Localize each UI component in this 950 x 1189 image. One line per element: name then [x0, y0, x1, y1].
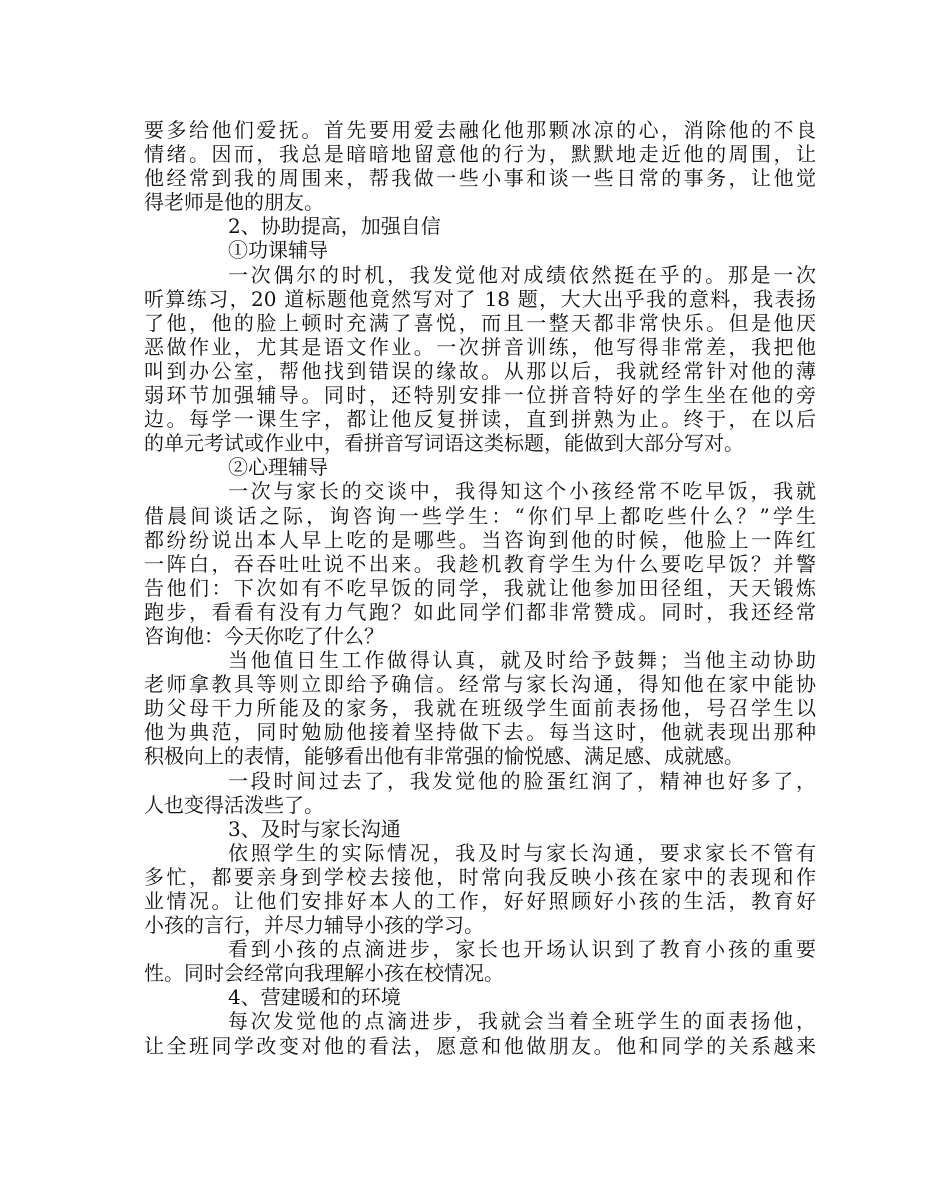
paragraph-line: 都纷纷说出本人早上吃的是哪些。当咨询到他的时候，他脸上一阵红: [144, 527, 816, 552]
paragraph-line: 弱环节加强辅导。同时，还特别安排一位拼音特好的学生坐在他的旁: [144, 383, 816, 408]
paragraph-line: 借晨间谈话之际，询咨询一些学生：“你们早上都吃些什么？”学生: [144, 503, 816, 528]
paragraph-line: 每次发觉他的点滴进步，我就会当着全班学生的面表扬他，: [228, 1009, 816, 1034]
paragraph-line: 依照学生的实际情况，我及时与家长沟通，要求家长不管有: [228, 840, 816, 865]
paragraph-line: 让全班同学改变对他的看法，愿意和他做朋友。他和同学的关系越来: [144, 1033, 816, 1058]
paragraph-line: 一阵白，吞吞吐吐说不出来。我趁机教育学生为什么要吃早饭？并警: [144, 551, 816, 576]
paragraph-line: 告他们：下次如有不吃早饭的同学，我就让他参加田径组，天天锻炼: [144, 575, 816, 600]
paragraph-line: 小孩的言行，并尽力辅导小孩的学习。: [144, 913, 484, 938]
section-heading: 2、协助提高，加强自信: [228, 214, 441, 239]
paragraph-line: 多忙，都要亲身到学校去接他，时常向我反映小孩在家中的表现和作: [144, 864, 816, 889]
paragraph-line: 人也变得活泼些了。: [144, 792, 324, 817]
paragraph-line: 当他值日生工作做得认真，就及时给予鼓舞；当他主动协助: [228, 648, 816, 673]
section-heading: ①功课辅导: [228, 238, 328, 263]
paragraph-line: 了他，他的脸上顿时充满了喜悦，而且一整天都非常快乐。但是他厌: [144, 310, 816, 335]
section-heading: 4、营建暖和的环境: [228, 985, 401, 1010]
paragraph-line: 老师拿教具等则立即给予确信。经常与家长沟通，得知他在家中能协: [144, 672, 816, 697]
paragraph-line: 性。同时会经常向我理解小孩在校情况。: [144, 961, 504, 986]
paragraph-line: 的单元考试或作业中，看拼音写词语这类标题，能做到大部分写对。: [144, 431, 744, 456]
paragraph-line: 一次偶尔的时机，我发觉他对成绩依然挺在乎的。那是一次: [228, 262, 816, 287]
paragraph-line: 情绪。因而，我总是暗暗地留意他的行为，默默地走近他的周围，让: [144, 142, 816, 167]
paragraph-line: 要多给他们爱抚。首先要用爱去融化他那颗冰凉的心，消除他的不良: [144, 118, 816, 142]
paragraph-line: 他经常到我的周围来，帮我做一些小事和谈一些日常的事务，让他觉: [144, 166, 816, 191]
paragraph-line: 一次与家长的交谈中，我得知这个小孩经常不吃早饭，我就: [228, 479, 816, 504]
paragraph-line: 咨询他：今天你吃了什么？: [144, 623, 384, 648]
paragraph-line: 助父母干力所能及的家务，我就在班级学生面前表扬他，号召学生以: [144, 696, 816, 721]
paragraph-line: 跑步，看看有没有力气跑？如此同学们都非常赞成。同时，我还经常: [144, 599, 816, 624]
document-body-text: [144, 118, 816, 1058]
paragraph-line: 恶做作业，尤其是语文作业。一次拼音训练，他写得非常差，我把他: [144, 334, 816, 359]
paragraph-line: 边。每学一课生字，都让他反复拼读，直到拼熟为止。终于，在以后: [144, 407, 816, 432]
paragraph-line: 叫到办公室，帮他找到错误的缘故。从那以后，我就经常针对他的薄: [144, 358, 816, 383]
paragraph-line: 积极向上的表情，能够看出他有非常强的愉悦感、满足感、成就感。: [144, 744, 744, 769]
section-heading: 3、及时与家长沟通: [228, 816, 401, 841]
paragraph-line: 一段时间过去了，我发觉他的脸蛋红润了，精神也好多了，: [228, 768, 816, 793]
section-heading: ②心理辅导: [228, 455, 328, 480]
paragraph-line: 业情况。让他们安排好本人的工作，好好照顾好小孩的生活，教育好: [144, 889, 816, 913]
paragraph-line: 他为典范，同时勉励他接着坚持做下去。每当这时，他就表现出那种: [144, 720, 816, 745]
paragraph-line: 得老师是他的朋友。: [144, 190, 324, 215]
paragraph-line: 听算练习，20 道标题他竟然写对了 18 题，大大出乎我的意料，我表扬: [144, 286, 816, 311]
paragraph-line: 看到小孩的点滴进步，家长也开场认识到了教育小孩的重要: [228, 937, 816, 962]
